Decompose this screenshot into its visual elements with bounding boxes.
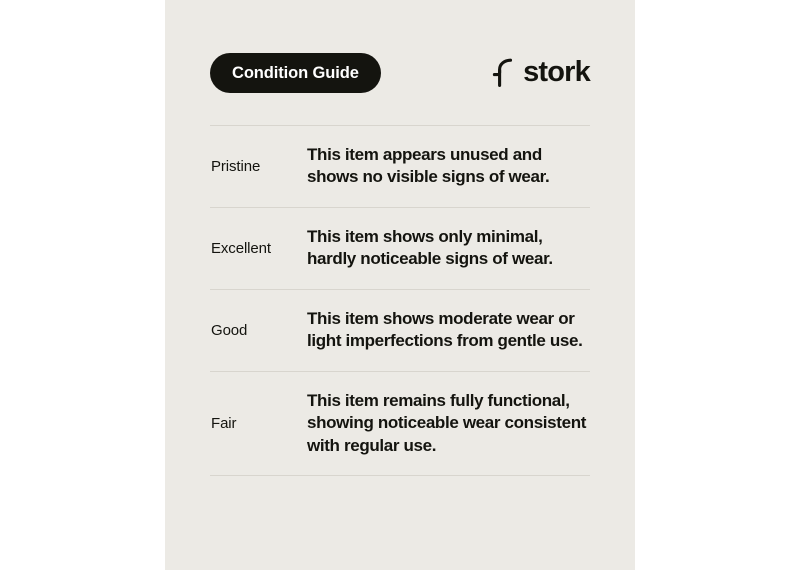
- brand-lockup: [490, 53, 590, 93]
- condition-description: This item remains fully functional, showing noticeable wear consistent with regular use.: [307, 390, 587, 455]
- table-row: [210, 371, 590, 476]
- card-header: [210, 53, 590, 95]
- table-row: [210, 125, 590, 207]
- condition-label: Good: [211, 321, 248, 339]
- condition-description: This item shows only minimal, hardly noticeable signs of wear.: [307, 226, 553, 269]
- condition-table: [210, 125, 590, 476]
- table-row: [210, 207, 590, 289]
- stork-logo-icon: [490, 58, 514, 88]
- condition-guide-card: [165, 0, 635, 570]
- condition-guide-badge: Condition Guide: [210, 53, 381, 93]
- table-row: [210, 289, 590, 371]
- condition-label: Pristine: [211, 157, 261, 175]
- condition-label: Excellent: [211, 239, 271, 257]
- brand-name: stork: [523, 55, 590, 88]
- condition-description: This item appears unused and shows no visible signs of wear.: [307, 145, 550, 187]
- condition-label: Fair: [211, 414, 237, 432]
- card-content: [210, 0, 590, 570]
- condition-description: This item shows moderate wear or light imperfections from gentle use.: [307, 308, 583, 351]
